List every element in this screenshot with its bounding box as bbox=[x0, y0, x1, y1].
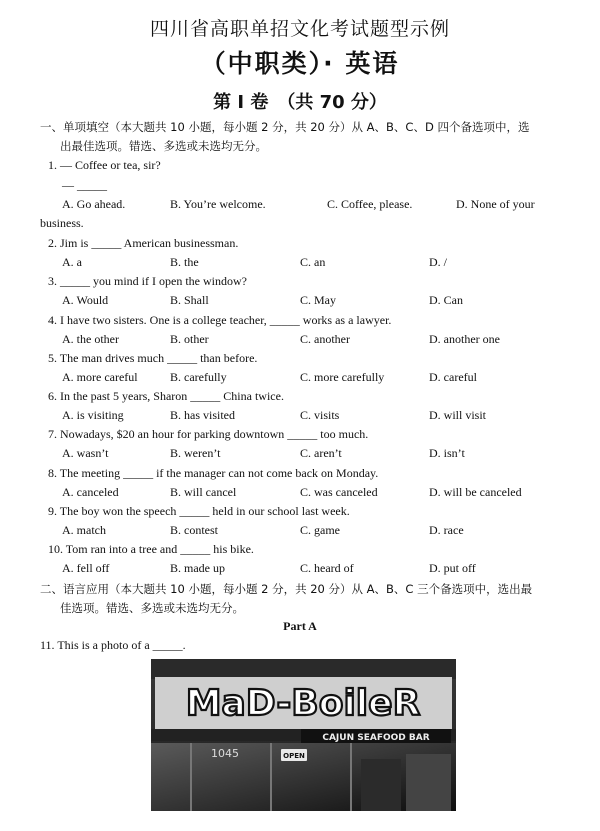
option-a: A. Would bbox=[62, 293, 109, 307]
option-c: C. game bbox=[300, 523, 340, 537]
option-c: C. Coffee, please. bbox=[327, 197, 413, 211]
question-3-options bbox=[62, 293, 562, 309]
question-1-options bbox=[62, 197, 562, 213]
option-d: D. will be canceled bbox=[429, 485, 522, 499]
option-b: B. Shall bbox=[170, 293, 209, 307]
section1-instruction bbox=[40, 118, 580, 156]
address-number: 1045 bbox=[211, 747, 239, 760]
option-d: D. will visit bbox=[429, 408, 487, 422]
photo-top-frame bbox=[151, 659, 456, 679]
open-sign-text: OPEN bbox=[283, 752, 305, 760]
option-b: B. the bbox=[170, 255, 199, 269]
option-b: B. will cancel bbox=[170, 485, 237, 499]
option-a: A. canceled bbox=[62, 485, 119, 499]
option-c: C. May bbox=[300, 293, 336, 307]
option-c: C. visits bbox=[300, 408, 340, 422]
option-b: B. contest bbox=[170, 523, 218, 537]
section1-instruction-line1: 一、单项填空（本大题共 10 小题，每小题 2 分，共 20 分）从 A、B、C、D 四个备选项中，选 bbox=[40, 120, 530, 134]
question-4-options bbox=[62, 332, 562, 348]
question-8-stem: 8. The meeting _____ if the manager can not come back on Monday. bbox=[48, 466, 379, 480]
option-d: D. None of your bbox=[456, 197, 535, 211]
question-4-stem: 4. I have two sisters. One is a college teacher, _____ works as a lawyer. bbox=[48, 313, 392, 327]
option-a: A. match bbox=[62, 523, 106, 537]
section2-instruction bbox=[40, 580, 580, 618]
question-5-options bbox=[62, 370, 562, 386]
option-b: B. You’re welcome. bbox=[170, 197, 266, 211]
option-b: B. carefully bbox=[170, 370, 227, 384]
question-7-options bbox=[62, 446, 562, 462]
option-a: A. is visiting bbox=[62, 408, 124, 422]
option-d: D. put off bbox=[429, 561, 476, 575]
section1-instruction-line2: 出最佳选项。错选、多选或未选均无分。 bbox=[60, 139, 267, 153]
option-d: D. / bbox=[429, 255, 447, 269]
option-a: A. wasn’t bbox=[62, 446, 109, 460]
sub-sign-text: CAJUN SEAFOOD BAR bbox=[322, 733, 430, 743]
option-c: C. more carefully bbox=[300, 370, 385, 384]
question-3-stem: 3. _____ you mind if I open the window? bbox=[48, 274, 247, 288]
storefront-photo bbox=[151, 659, 456, 811]
option-d: D. isn’t bbox=[429, 446, 465, 460]
question-10-options bbox=[62, 561, 562, 577]
option-c: C. heard of bbox=[300, 561, 354, 575]
exam-title: 四川省高职单招文化考试题型示例 bbox=[149, 18, 450, 40]
option-a: A. Go ahead. bbox=[62, 197, 126, 211]
question-1-stem: 1. — Coffee or tea, sir? bbox=[48, 158, 161, 172]
question-8-options bbox=[62, 485, 562, 501]
exam-subtitle: （中职类）· 英语 bbox=[200, 49, 400, 78]
question-2-options bbox=[62, 255, 562, 271]
part-title: 第 I 卷 （共 70 分） bbox=[213, 92, 387, 113]
option-d: D. another one bbox=[429, 332, 500, 346]
section2-instruction-line2: 佳选项。错选、多选或未选均无分。 bbox=[60, 601, 244, 615]
side-window bbox=[406, 754, 451, 811]
question-2-stem: 2. Jim is _____ American businessman. bbox=[48, 236, 239, 250]
option-d: D. race bbox=[429, 523, 464, 537]
question-9-stem: 9. The boy won the speech _____ held in our school last week. bbox=[48, 504, 350, 518]
option-c: C. an bbox=[300, 255, 326, 269]
question-6-stem: 6. In the past 5 years, Sharon _____ China twice. bbox=[48, 389, 284, 403]
section2-instruction-line1: 二、语言应用（本大题共 10 小题，每小题 2 分，共 20 分）从 A、B、C 三个备选项中，选出最 bbox=[40, 582, 533, 596]
question-9-options bbox=[62, 523, 562, 539]
option-a: A. a bbox=[62, 255, 82, 269]
sign-text: MaD-BoileR bbox=[185, 683, 421, 724]
option-b: B. weren’t bbox=[170, 446, 221, 460]
question-10-stem: 10. Tom ran into a tree and _____ his bike. bbox=[48, 542, 254, 556]
option-b: B. other bbox=[170, 332, 209, 346]
option-b: B. made up bbox=[170, 561, 225, 575]
question-7-stem: 7. Nowadays, $20 an hour for parking downtown _____ too much. bbox=[48, 427, 369, 441]
question-1-response: — _____ bbox=[62, 178, 107, 192]
option-b: B. has visited bbox=[170, 408, 235, 422]
option-c: C. another bbox=[300, 332, 350, 346]
question-11-stem: 11. This is a photo of a _____. bbox=[40, 638, 186, 652]
question-6-options bbox=[62, 408, 562, 424]
option-c: C. was canceled bbox=[300, 485, 378, 499]
option-d: D. careful bbox=[429, 370, 477, 384]
door bbox=[361, 759, 401, 811]
option-a: A. more careful bbox=[62, 370, 138, 384]
option-a: A. the other bbox=[62, 332, 119, 346]
question-5-stem: 5. The man drives much _____ than before. bbox=[48, 351, 258, 365]
part-a-label: Part A bbox=[283, 619, 317, 633]
question-1-continuation: business. bbox=[40, 216, 84, 230]
option-d: D. Can bbox=[429, 293, 463, 307]
option-a: A. fell off bbox=[62, 561, 110, 575]
option-c: C. aren’t bbox=[300, 446, 342, 460]
